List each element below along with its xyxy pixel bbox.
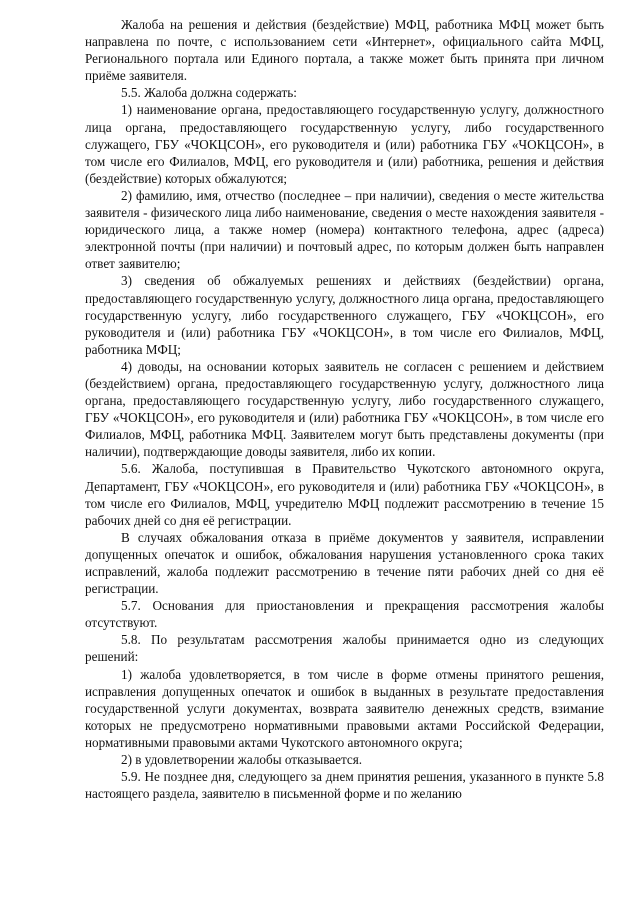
paragraph-5-7: 5.7. Основания для приостановления и прекращения рассмотрения жалобы отсутствуют.: [85, 598, 604, 631]
paragraph-5-6-refusal-cases: В случаях обжалования отказа в приёме документов у заявителя, исправлении допущенных опечаток и ошибок, обжалования нарушения установленного срока таких исправлений, жалоба подлежит рассмотрению в течение пяти рабочих дней со дня её регистрации.: [85, 529, 604, 597]
paragraph-5-9: 5.9. Не позднее дня, следующего за днем принятия решения, указанного в пункте 5.8 настоящего раздела, заявителю в письменной форме и по желанию: [85, 769, 604, 802]
paragraph-5-5-heading: 5.5. Жалоба должна содержать:: [121, 85, 297, 101]
paragraph-5-8-item-1: 1) жалоба удовлетворяется, в том числе в форме отмены принятого решения, исправления допущенных опечаток и ошибок в выданных в результате предоставления государственной услуги документах, возврата заявителю денежных средств, взимание которых не предусмотрено нормативными правовыми актами Российской Федерации, нормативными правовыми актами Чукотского автономного округа;: [85, 666, 604, 750]
paragraph-5-8-item-2: 2) в удовлетворении жалобы отказывается.: [121, 752, 363, 768]
paragraph-5-5-item-2: 2) фамилию, имя, отчество (последнее – при наличии), сведения о месте жительства заявителя - физического лица либо наименование, сведения о месте нахождения заявителя - юридического лица, а также номер (номера) контактного телефона, адрес (адреса) электронной почты (при наличии) и почтовый адрес, по которым должен быть направлен ответ заявителю;: [85, 187, 604, 272]
paragraph-5-5-item-1: 1) наименование органа, предоставляющего государственную услугу, должностного лица органа, предоставляющего государственную услугу, либо государственного служащего, ГБУ «ЧОКЦСОН», его руководителя и (или) работника ГБУ «ЧОКЦСОН», в том числе его Филиалов, МФЦ, его руководителя и (или) работника, решения и действия (бездействие) которых обжалуются;: [85, 102, 604, 186]
paragraph-5-5-item-3: 3) сведения об обжалуемых решениях и действиях (бездействии) органа, предоставляющего государственную услугу, должностного лица органа, предоставляющего государственную услугу, либо государственного служащего, ГБУ «ЧОКЦСОН», его руководителя и (или) работника ГБУ «ЧОКЦСОН», в том числе его Филиалов, МФЦ, работника МФЦ;: [85, 273, 604, 357]
paragraph-5-8: 5.8. По результатам рассмотрения жалобы принимается одно из следующих решений:: [85, 632, 604, 665]
paragraph-5-5-item-4: 4) доводы, на основании которых заявитель не согласен с решением и действием (бездействием) органа, предоставляющего государственную услугу, должностного лица органа, предоставляющего государственную услугу, либо государственного служащего, ГБУ «ЧОКЦСОН», его руководителя и (или) работника ГБУ «ЧОКЦСОН», в том числе его Филиалов, МФЦ, работника МФЦ. Заявителем могут быть представлены документы (при наличии), подтверждающие доводы заявителя, либо их копии.: [85, 358, 604, 460]
paragraph-5-6: 5.6. Жалоба, поступившая в Правительство Чукотского автономного округа, Департамент, ГБУ «ЧОКЦСОН», его руководителя и (или) работника ГБУ «ЧОКЦСОН», в том числе его Филиалов, МФЦ, учредителю МФЦ подлежит рассмотрению в течение 15 рабочих дней со дня её регистрации.: [85, 461, 604, 528]
paragraph-complaint-mfc-channels: Жалоба на решения и действия (бездействие) МФЦ, работника МФЦ может быть направлена по почте, с использованием сети «Интернет», официального сайта МФЦ, Регионального портала или Единого портала, а также может быть принята при личном приёме заявителя.: [85, 17, 604, 84]
